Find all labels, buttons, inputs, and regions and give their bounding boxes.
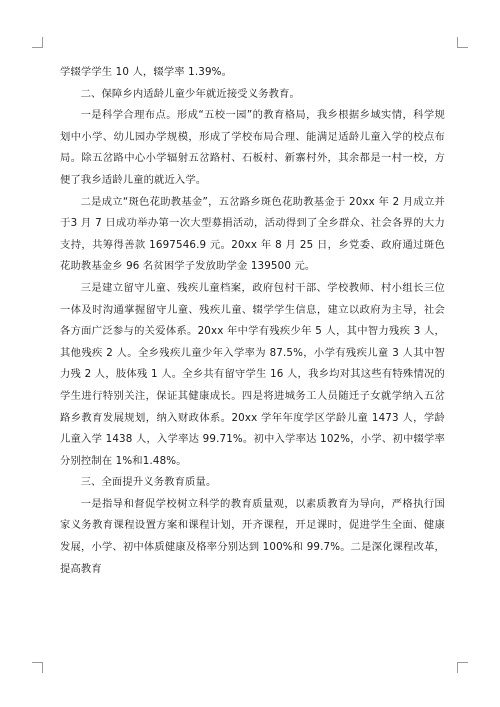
document-body bbox=[60, 62, 445, 580]
paragraph-school-layout: 一是科学合理布点。形成“五校一园”的教育格局，我乡根据乡域实情，科学规划中小学、幼儿园办学规模，形成了学校布局合理、能满足适龄儿童入学的校点布局。除五岔路中心小学辐射五岔路村、石板村、新寨村外，其余都是一村一校，方便了我乡适龄儿童的就近入学。 bbox=[60, 109, 445, 186]
paragraph-care-system: 三是建立留守儿童、残疾儿童档案，政府包村干部、学校教师、村小组长三位一体及时沟通掌握留守儿童、残疾儿童、辍学学生信息，建立以政府为主导，社会各方面广泛参与的关爱体系。20xx 年中学有残疾少年 5 人，其中智力残疾 3 人，其他残疾 2 人。全乡残疾儿童少年入学率为 87.5%，小学有残疾儿童 3 人其中智力残 2 人，肢体残 1 人。全乡共有留守学生 16 人，我乡均对其这些有特殊情况的学生进行特别关注，保证其健康成长。四是将进城务工人员随迁子女就学纳入五岔路乡教育发展规划，纳入财政体系。20xx 学年年度学区学龄儿童 1473 人，学龄儿童入学 1438 人，入学率达 99.71%。初中入学率达 102%，小学、初中辍学率分别控制在 1%和1.48%。 bbox=[60, 281, 445, 467]
paragraph-dropout-summary: 学辍学学生 10 人，辍学率 1.39%。 bbox=[60, 66, 233, 78]
paragraph-quality: 一是指导和督促学校树立科学的教育质量观，以素质教育为导向，严格执行国家义务教育课程设置方案和课程计划，开齐课程，开足课时，促进学生全面、健康发展，小学、初中体质健康及格率分别达到 100%和 99.7%。二是深化课程改革，提高教育 bbox=[60, 497, 445, 575]
section-heading-3: 三、全面提升义务教育质量。 bbox=[80, 476, 217, 489]
paragraph-fund: 二是成立“斑色花助教基金”，五岔路乡斑色花助教基金于 20xx 年 2 月成立并于3 月 7 日成功举办第一次大型募捐活动，活动得到了全乡群众、社会各界的大力支持，共筹得善款 1697546.9 元。20xx 年 8 月 25 日，乡党委、政府通过斑色花助教基金乡 96 名贫困学子发放助学金 139500 元。 bbox=[60, 195, 445, 273]
crop-mark-top-left bbox=[32, 37, 43, 48]
crop-mark-bottom-left bbox=[32, 662, 43, 673]
section-heading-2: 二、保障乡内适龄儿童少年就近接受义务教育。 bbox=[80, 87, 300, 100]
crop-mark-bottom-right bbox=[457, 662, 468, 673]
crop-mark-top-right bbox=[457, 37, 468, 48]
